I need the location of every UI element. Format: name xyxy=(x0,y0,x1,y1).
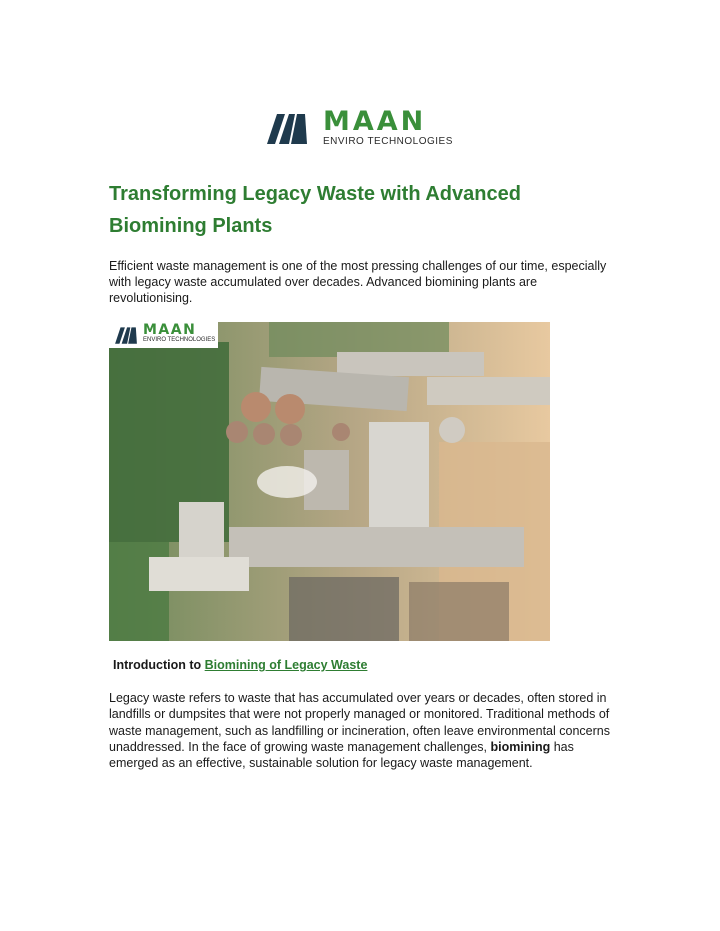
body-text-2: has emerged as an effective, sustainable solution for legacy waste management. xyxy=(109,739,574,771)
image-logo-badge xyxy=(109,322,218,348)
intro-paragraph: Efficient waste management is one of the most pressing challenges of our time, especially with legacy waste accumulated over decades. Advanced biomining plants are revolutionising. xyxy=(109,259,607,305)
body-bold-term: biomining xyxy=(490,739,551,754)
image-logo-wordmark: MAAN xyxy=(143,322,197,338)
article-title: Transforming Legacy Waste with Advanced Biomining Plants xyxy=(109,183,521,237)
aerial-plant-photo xyxy=(109,322,550,641)
body-paragraph xyxy=(109,690,614,771)
image-logo-subtitle: ENVIRO TECHNOLOGIES xyxy=(143,337,216,343)
body-text-1: Legacy waste refers to waste that has accumulated over years or decades, often stored in landfills or dumpsites that were not properly managed or monitored. Traditional methods of waste management, such as landfilling or incineration, often leave environmental concerns unaddressed. In the face of growing waste management challenges, xyxy=(109,691,610,754)
logo-wordmark: MAAN xyxy=(323,106,427,137)
logo-subtitle: ENVIRO TECHNOLOGIES xyxy=(323,136,453,147)
maan-logo-icon xyxy=(265,112,309,144)
section-heading xyxy=(113,658,367,672)
maan-logo-icon xyxy=(114,326,138,344)
biomining-link[interactable]: Biomining of Legacy Waste xyxy=(204,658,368,672)
plant-illustration xyxy=(109,322,550,641)
section-heading-prefix: Introduction to xyxy=(113,658,205,672)
company-logo[interactable] xyxy=(265,108,455,148)
